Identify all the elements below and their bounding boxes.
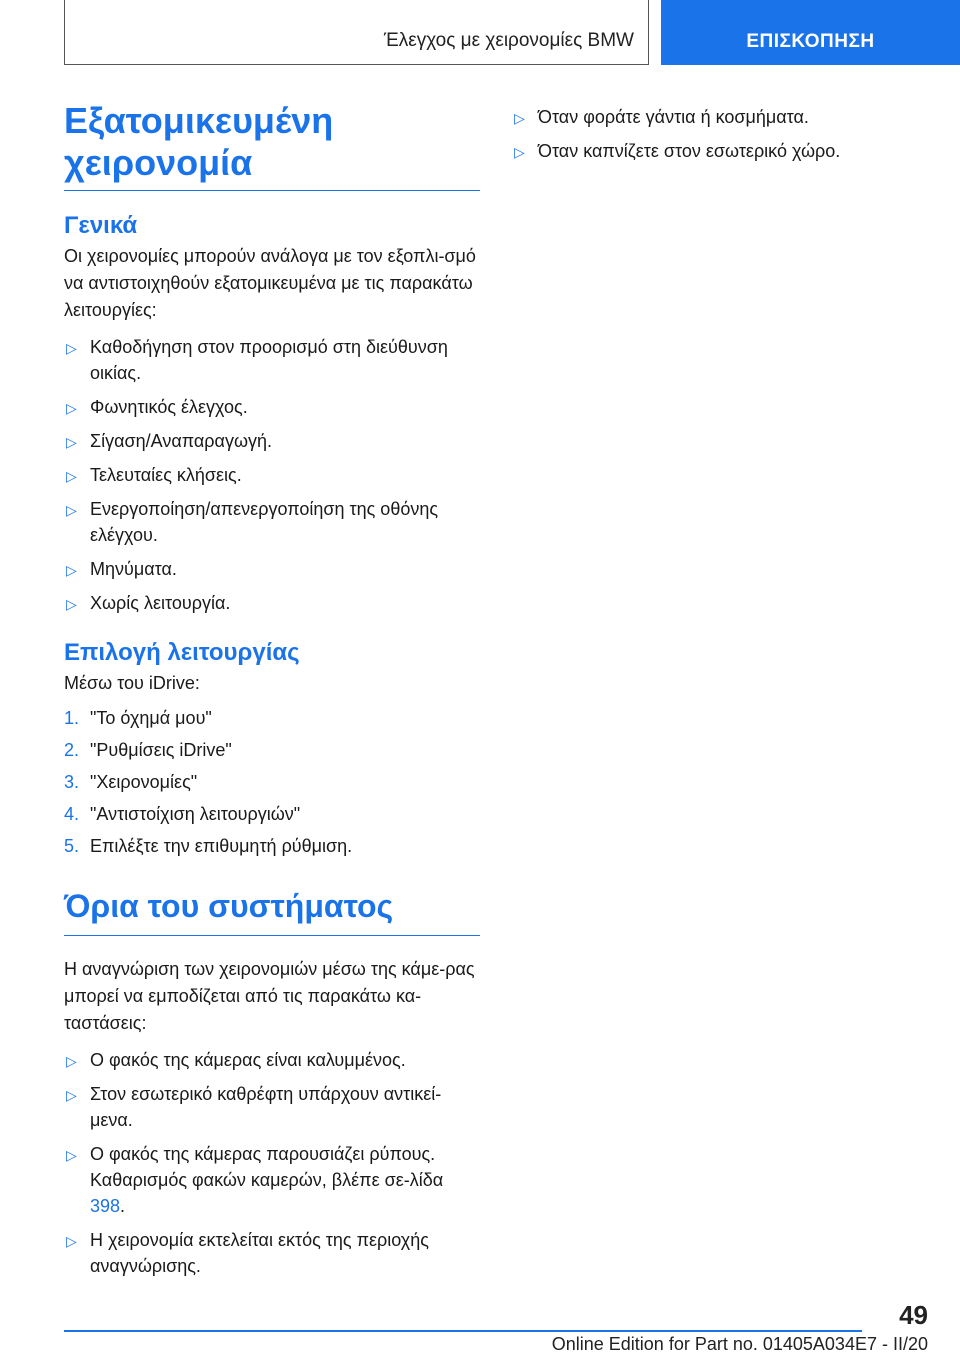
list-item: ▷ Όταν φοράτε γάντια ή κοσμήματα. [512, 104, 912, 130]
triangle-bullet-icon: ▷ [66, 1147, 77, 1163]
triangle-bullet-icon: ▷ [66, 562, 77, 578]
left-column [64, 100, 480, 1287]
system-limits-intro: Η αναγνώριση των χειρονομιών μέσω της κάμε-ρας μπορεί να εμποδίζεται από τις παρακάτω κα-ταστάσεις: [64, 959, 475, 1033]
triangle-bullet-icon: ▷ [66, 596, 77, 612]
list-item: ▷ Χωρίς λειτουργία. [64, 590, 480, 616]
list-item: ▷ Τελευταίες κλήσεις. [64, 462, 480, 488]
list-item: ▷ Καθοδήγηση στον προορισμό στη διεύθυνση οικίας. [66, 337, 448, 383]
footer-divider [64, 1330, 862, 1332]
general-heading: Γενικά [64, 212, 138, 239]
step-item: 5. Επιλέξτε την επιθυμητή ρύθμιση. [64, 836, 353, 856]
triangle-bullet-icon: ▷ [66, 400, 77, 416]
triangle-bullet-icon: ▷ [66, 1233, 77, 1249]
step-item: 1. "Το όχημά μου" [64, 708, 212, 728]
footer-edition-note: Online Edition for Part no. 01405A034E7 - II/20 [551, 1334, 928, 1354]
triangle-bullet-icon: ▷ [66, 468, 77, 484]
page-title: Εξατομικευμένη χειρονομία [64, 100, 480, 191]
list-item: ▷ Όταν καπνίζετε στον εσωτερικό χώρο. [512, 138, 912, 164]
triangle-bullet-icon: ▷ [66, 1053, 77, 1069]
general-intro: Οι χειρονομίες μπορούν ανάλογα με τον εξοπλι-σμό να αντιστοιχηθούν εξατομικευμένα με τις παρακάτω λειτουργίες: [64, 246, 476, 320]
select-function-heading: Επιλογή λειτουργίας [64, 639, 300, 666]
system-limits-list [64, 1047, 480, 1279]
system-limits-list-continued [512, 104, 912, 164]
general-function-list [64, 334, 480, 616]
list-item: ▷ Ενεργοποίηση/απενεργοποίηση της οθόνης ελέγχου. [66, 499, 439, 545]
header-section-title: Έλεγχος με χειρονομίες BMW [383, 30, 634, 51]
step-item: 4. "Αντιστοίχιση λειτουργιών" [64, 804, 301, 824]
triangle-bullet-icon: ▷ [66, 502, 77, 518]
list-item: ▷ Στον εσωτερικό καθρέφτη υπάρχουν αντικεί-μενα. [66, 1084, 442, 1130]
list-item: ▷ Η χειρονομία εκτελείται εκτός της περιοχής αναγνώρισης. [66, 1230, 429, 1276]
select-function-intro: Μέσω του iDrive: [64, 673, 200, 693]
select-steps-list [64, 705, 480, 859]
system-limits-title: Όρια του συστήματος [64, 885, 480, 936]
page-number: 49 [899, 1300, 928, 1330]
list-item: ▷ Φωνητικός έλεγχος. [64, 394, 480, 420]
header-tab-label: ΕΠΙΣΚΟΠΗΣΗ [746, 31, 875, 52]
triangle-bullet-icon: ▷ [66, 434, 77, 450]
list-item: ▷ Σίγαση/Αναπαραγωγή. [64, 428, 480, 454]
page-reference-link[interactable]: 398 [90, 1196, 121, 1216]
triangle-bullet-icon: ▷ [66, 1087, 77, 1103]
triangle-bullet-icon: ▷ [66, 340, 77, 356]
list-item: ▷ Ο φακός της κάμερας είναι καλυμμένος. [64, 1047, 480, 1073]
header-tab-overview[interactable] [661, 0, 960, 65]
list-item: ▷ Μηνύματα. [64, 556, 480, 582]
right-column [512, 100, 912, 172]
list-item: ▷ Ο φακός της κάμερας παρουσιάζει ρύπους. Καθαρισμός φακών καμερών, βλέπε σε-λίδα 398. [66, 1144, 444, 1216]
header-section-box [64, 0, 649, 65]
triangle-bullet-icon: ▷ [514, 110, 525, 126]
triangle-bullet-icon: ▷ [514, 144, 525, 160]
step-item: 3. "Χειρονομίες" [64, 772, 198, 792]
step-item: 2. "Ρυθμίσεις iDrive" [64, 740, 232, 760]
